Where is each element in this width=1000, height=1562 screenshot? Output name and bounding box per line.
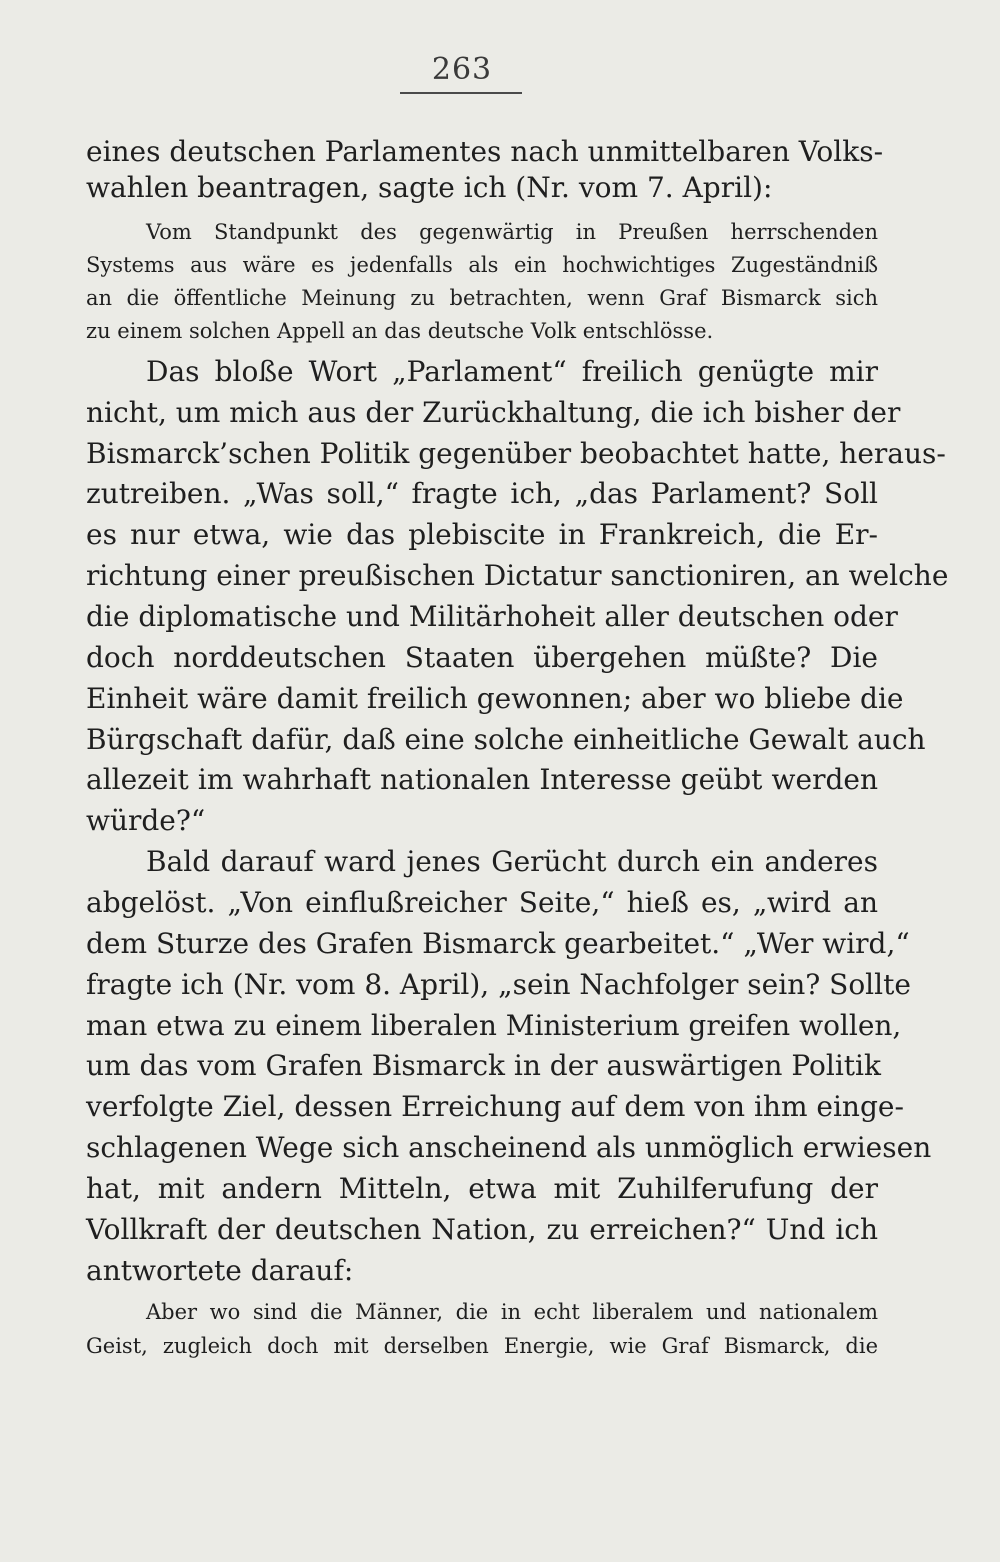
quote-line: an die öffentliche Meinung zu betrachten, wenn Graf Bismarck sich xyxy=(86,286,878,310)
text-line: zutreiben. „Was soll,“ fragte ich, „das Parlament? Soll xyxy=(86,477,878,510)
text-line: antwortete darauf: xyxy=(86,1254,354,1287)
text-line: um das vom Grafen Bismarck in der auswärtigen Politik xyxy=(86,1049,881,1082)
quote-line: Geist, zugleich doch mit derselben Energie, wie Graf Bismarck, die xyxy=(86,1334,878,1358)
text-line: Einheit wäre damit freilich gewonnen; aber wo bliebe die xyxy=(86,682,904,715)
text-line: wahlen beantragen, sagte ich (Nr. vom 7. April): xyxy=(86,171,773,204)
quote-line: Systems aus wäre es jedenfalls als ein hochwichtiges Zugeständniß xyxy=(86,253,878,277)
text-line: abgelöst. „Von einflußreicher Seite,“ hieß es, „wird an xyxy=(86,886,878,919)
text-line: richtung einer preußischen Dictatur sanctioniren, an welche xyxy=(86,559,949,592)
text-line: allezeit im wahrhaft nationalen Interesse geübt werden xyxy=(86,763,878,796)
page-number-rule xyxy=(400,92,522,94)
text-line: verfolgte Ziel, dessen Erreichung auf dem von ihm einge- xyxy=(86,1090,904,1123)
text-line: fragte ich (Nr. vom 8. April), „sein Nachfolger sein? Sollte xyxy=(86,968,911,1001)
text-line: Das bloße Wort „Parlament“ freilich genügte mir xyxy=(146,355,878,388)
text-line: Bald darauf ward jenes Gerücht durch ein anderes xyxy=(146,845,878,878)
quote-line: Aber wo sind die Männer, die in echt liberalem und nationalem xyxy=(146,1300,878,1324)
text-line: nicht, um mich aus der Zurückhaltung, die ich bisher der xyxy=(86,396,901,429)
quote-line: zu einem solchen Appell an das deutsche Volk entschlösse. xyxy=(86,319,714,343)
page-number: 263 xyxy=(431,52,493,87)
text-line: Vollkraft der deutschen Nation, zu erreichen?“ Und ich xyxy=(86,1213,878,1246)
text-line: eines deutschen Parlamentes nach unmittelbaren Volks- xyxy=(86,135,884,168)
text-line: Bismarck’schen Politik gegenüber beobachtet hatte, heraus- xyxy=(86,437,946,470)
text-line: dem Sturze des Grafen Bismarck gearbeitet.“ „Wer wird,“ xyxy=(86,927,910,960)
text-line: Bürgschaft dafür, daß eine solche einheitliche Gewalt auch xyxy=(86,723,926,756)
text-line: die diplomatische und Militärhoheit aller deutschen oder xyxy=(86,600,898,633)
text-line: es nur etwa, wie das plebiscite in Frankreich, die Er- xyxy=(86,518,878,551)
text-line: schlagenen Wege sich anscheinend als unmöglich erwiesen xyxy=(86,1131,932,1164)
text-line: würde?“ xyxy=(86,804,206,837)
text-line: hat, mit andern Mitteln, etwa mit Zuhilferufung der xyxy=(86,1172,878,1205)
quote-line: Vom Standpunkt des gegenwärtig in Preußen herrschenden xyxy=(146,220,878,244)
text-line: man etwa zu einem liberalen Ministerium greifen wollen, xyxy=(86,1009,902,1042)
text-line: doch norddeutschen Staaten übergehen müßte? Die xyxy=(86,641,878,674)
